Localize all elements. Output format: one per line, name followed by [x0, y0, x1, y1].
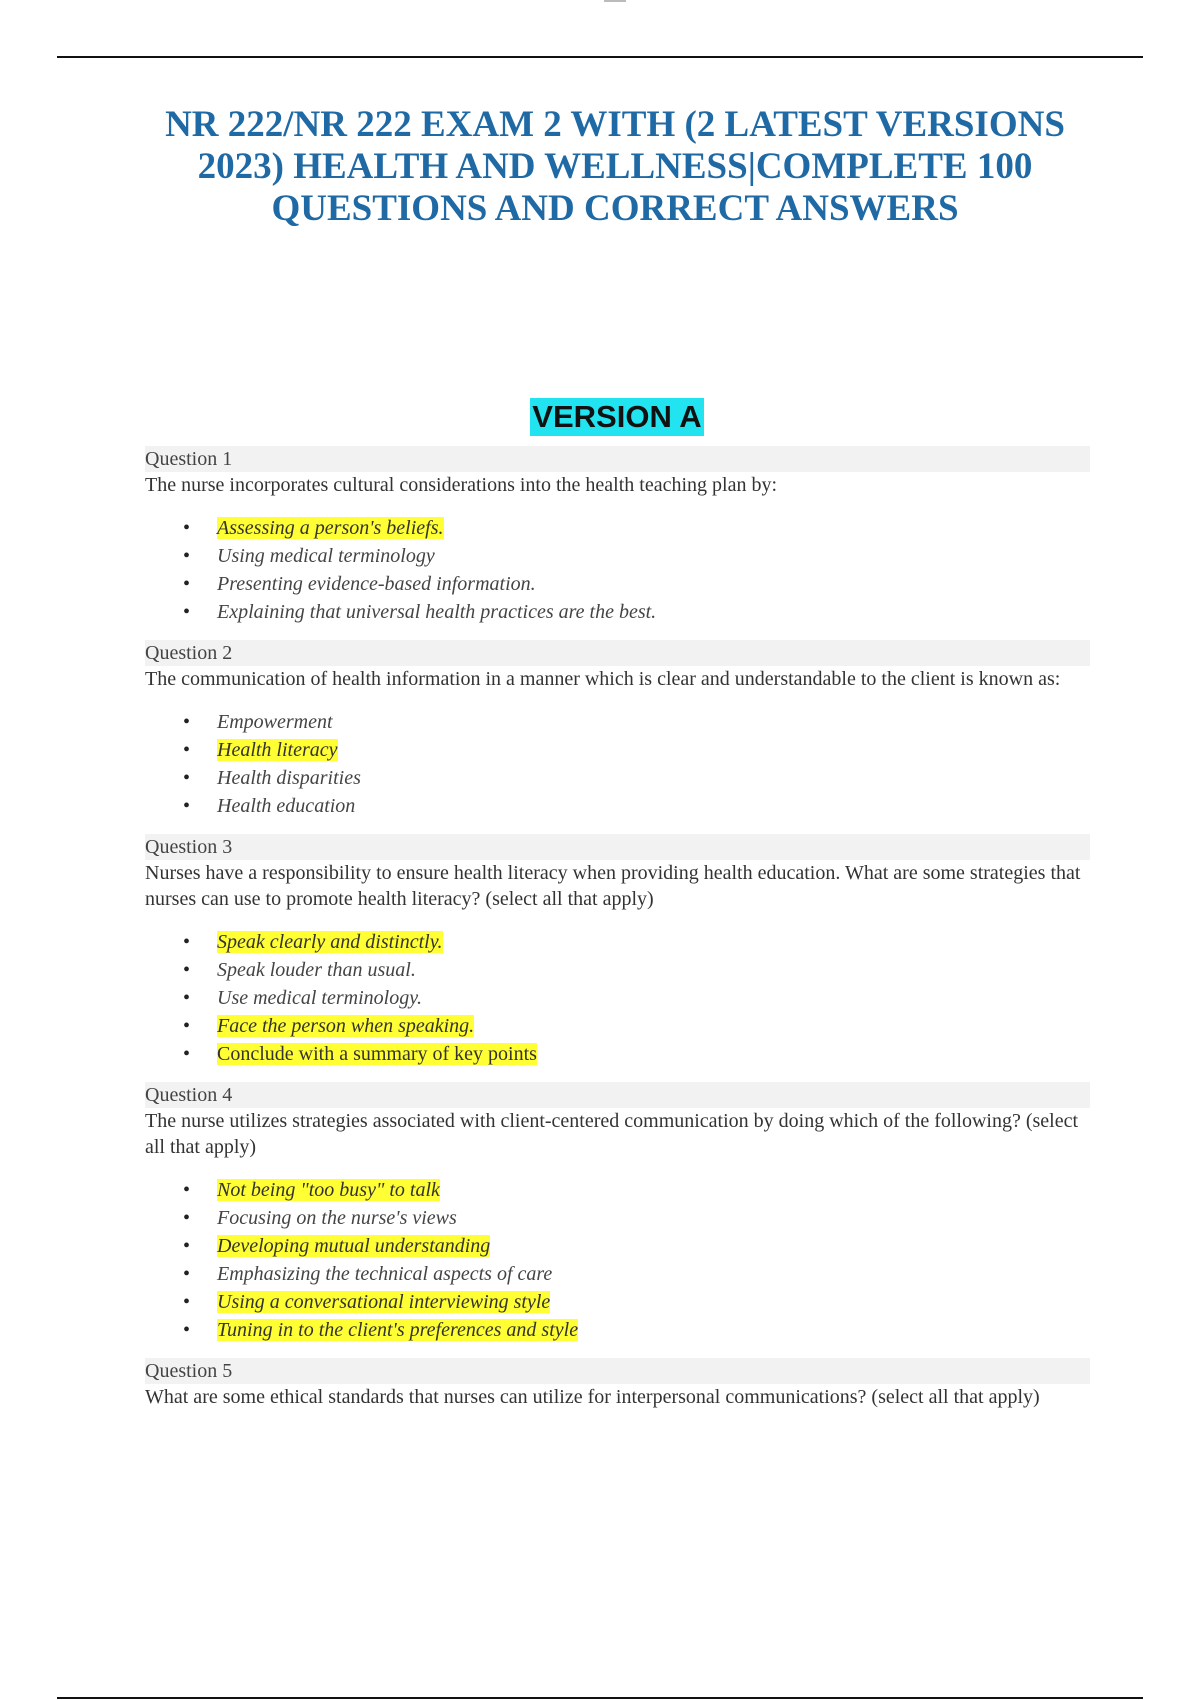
bullet-icon: •	[183, 1179, 191, 1201]
question-text: What are some ethical standards that nurses can utilize for interpersonal communications? (select all that apply)	[145, 1386, 1040, 1408]
footer-rule	[57, 1697, 1143, 1699]
answer-option	[145, 1176, 1090, 1204]
correct-answer-text: Developing mutual understanding	[217, 1235, 491, 1257]
correct-answer-text: Speak clearly and distinctly.	[217, 931, 443, 953]
bullet-icon: •	[183, 959, 191, 981]
version-label: VERSION A	[532, 399, 702, 434]
question-text: The communication of health information in a manner which is clear and understandable to the client is known as:	[145, 668, 1061, 690]
correct-answer-text: Assessing a person's beliefs.	[217, 517, 444, 539]
question-header: Question 3	[145, 834, 1090, 860]
correct-answer-text: Not being "too busy" to talk	[217, 1179, 440, 1201]
bullet-icon: •	[183, 1291, 191, 1313]
answer-options	[145, 928, 1090, 1068]
question-header: Question 1	[145, 446, 1090, 472]
answer-text: Empowerment	[217, 711, 333, 733]
answer-options	[145, 708, 1090, 820]
answer-option	[145, 1012, 1090, 1040]
bullet-icon: •	[183, 573, 191, 595]
question-2	[145, 640, 1090, 820]
answer-option	[145, 928, 1090, 956]
answer-option	[145, 792, 1090, 820]
answer-option	[145, 1040, 1090, 1068]
correct-answer-text: Face the person when speaking.	[217, 1015, 475, 1037]
answer-text: Speak louder than usual.	[217, 959, 416, 981]
question-text: The nurse utilizes strategies associated with client-centered communication by doing which of the following? (select all that apply)	[145, 1110, 1079, 1158]
answer-text: Using medical terminology	[217, 545, 435, 567]
answer-text: Presenting evidence-based information.	[217, 573, 536, 595]
correct-answer-text: Health literacy	[217, 739, 338, 761]
bullet-icon: •	[183, 739, 191, 761]
correct-answer-text: Conclude with a summary of key points	[217, 1043, 537, 1065]
answer-text: Health education	[217, 795, 356, 817]
bullet-icon: •	[183, 601, 191, 623]
bullet-icon: •	[183, 795, 191, 817]
answer-text: Focusing on the nurse's views	[217, 1207, 457, 1229]
correct-answer-text: Using a conversational interviewing style	[217, 1291, 551, 1313]
question-5	[145, 1358, 1090, 1410]
page-top-marker	[604, 0, 626, 2]
answer-option	[145, 598, 1090, 626]
answer-option	[145, 736, 1090, 764]
bullet-icon: •	[183, 1235, 191, 1257]
answer-text: Emphasizing the technical aspects of care	[217, 1263, 553, 1285]
bullet-icon: •	[183, 931, 191, 953]
header-rule	[57, 56, 1143, 58]
bullet-icon: •	[183, 1207, 191, 1229]
question-list	[145, 446, 1090, 1424]
bullet-icon: •	[183, 711, 191, 733]
answer-text: Health disparities	[217, 767, 361, 789]
answer-option	[145, 1232, 1090, 1260]
bullet-icon: •	[183, 767, 191, 789]
question-1	[145, 446, 1090, 626]
correct-answer-text: Tuning in to the client's preferences and style	[217, 1319, 579, 1341]
question-text: Nurses have a responsibility to ensure health literacy when providing health education. What are some strategies that nurses can use to promote health literacy? (select all that apply)	[145, 862, 1081, 910]
answer-option	[145, 984, 1090, 1012]
answer-option	[145, 1288, 1090, 1316]
question-4	[145, 1082, 1090, 1344]
bullet-icon: •	[183, 1263, 191, 1285]
document-title: NR 222/NR 222 EXAM 2 WITH (2 LATEST VERSIONS 2023) HEALTH AND WELLNESS|COMPLETE 100 QUESTIONS AND CORRECT ANSWERS	[165, 104, 1065, 229]
answer-option	[145, 708, 1090, 736]
answer-option	[145, 1316, 1090, 1344]
answer-option	[145, 956, 1090, 984]
question-header: Question 2	[145, 640, 1090, 666]
answer-option	[145, 764, 1090, 792]
answer-text: Explaining that universal health practices are the best.	[217, 601, 657, 623]
bullet-icon: •	[183, 517, 191, 539]
answer-option	[145, 1260, 1090, 1288]
answer-option	[145, 1204, 1090, 1232]
question-3	[145, 834, 1090, 1068]
answer-options	[145, 1176, 1090, 1344]
answer-option	[145, 542, 1090, 570]
bullet-icon: •	[183, 1015, 191, 1037]
question-header: Question 4	[145, 1082, 1090, 1108]
answer-option	[145, 570, 1090, 598]
version-heading	[0, 398, 1200, 436]
answer-option	[145, 514, 1090, 542]
bullet-icon: •	[183, 1319, 191, 1341]
answer-options	[145, 514, 1090, 626]
bullet-icon: •	[183, 1043, 191, 1065]
bullet-icon: •	[183, 545, 191, 567]
question-header: Question 5	[145, 1358, 1090, 1384]
bullet-icon: •	[183, 987, 191, 1009]
answer-text: Use medical terminology.	[217, 987, 422, 1009]
question-text: The nurse incorporates cultural considerations into the health teaching plan by:	[145, 474, 778, 496]
